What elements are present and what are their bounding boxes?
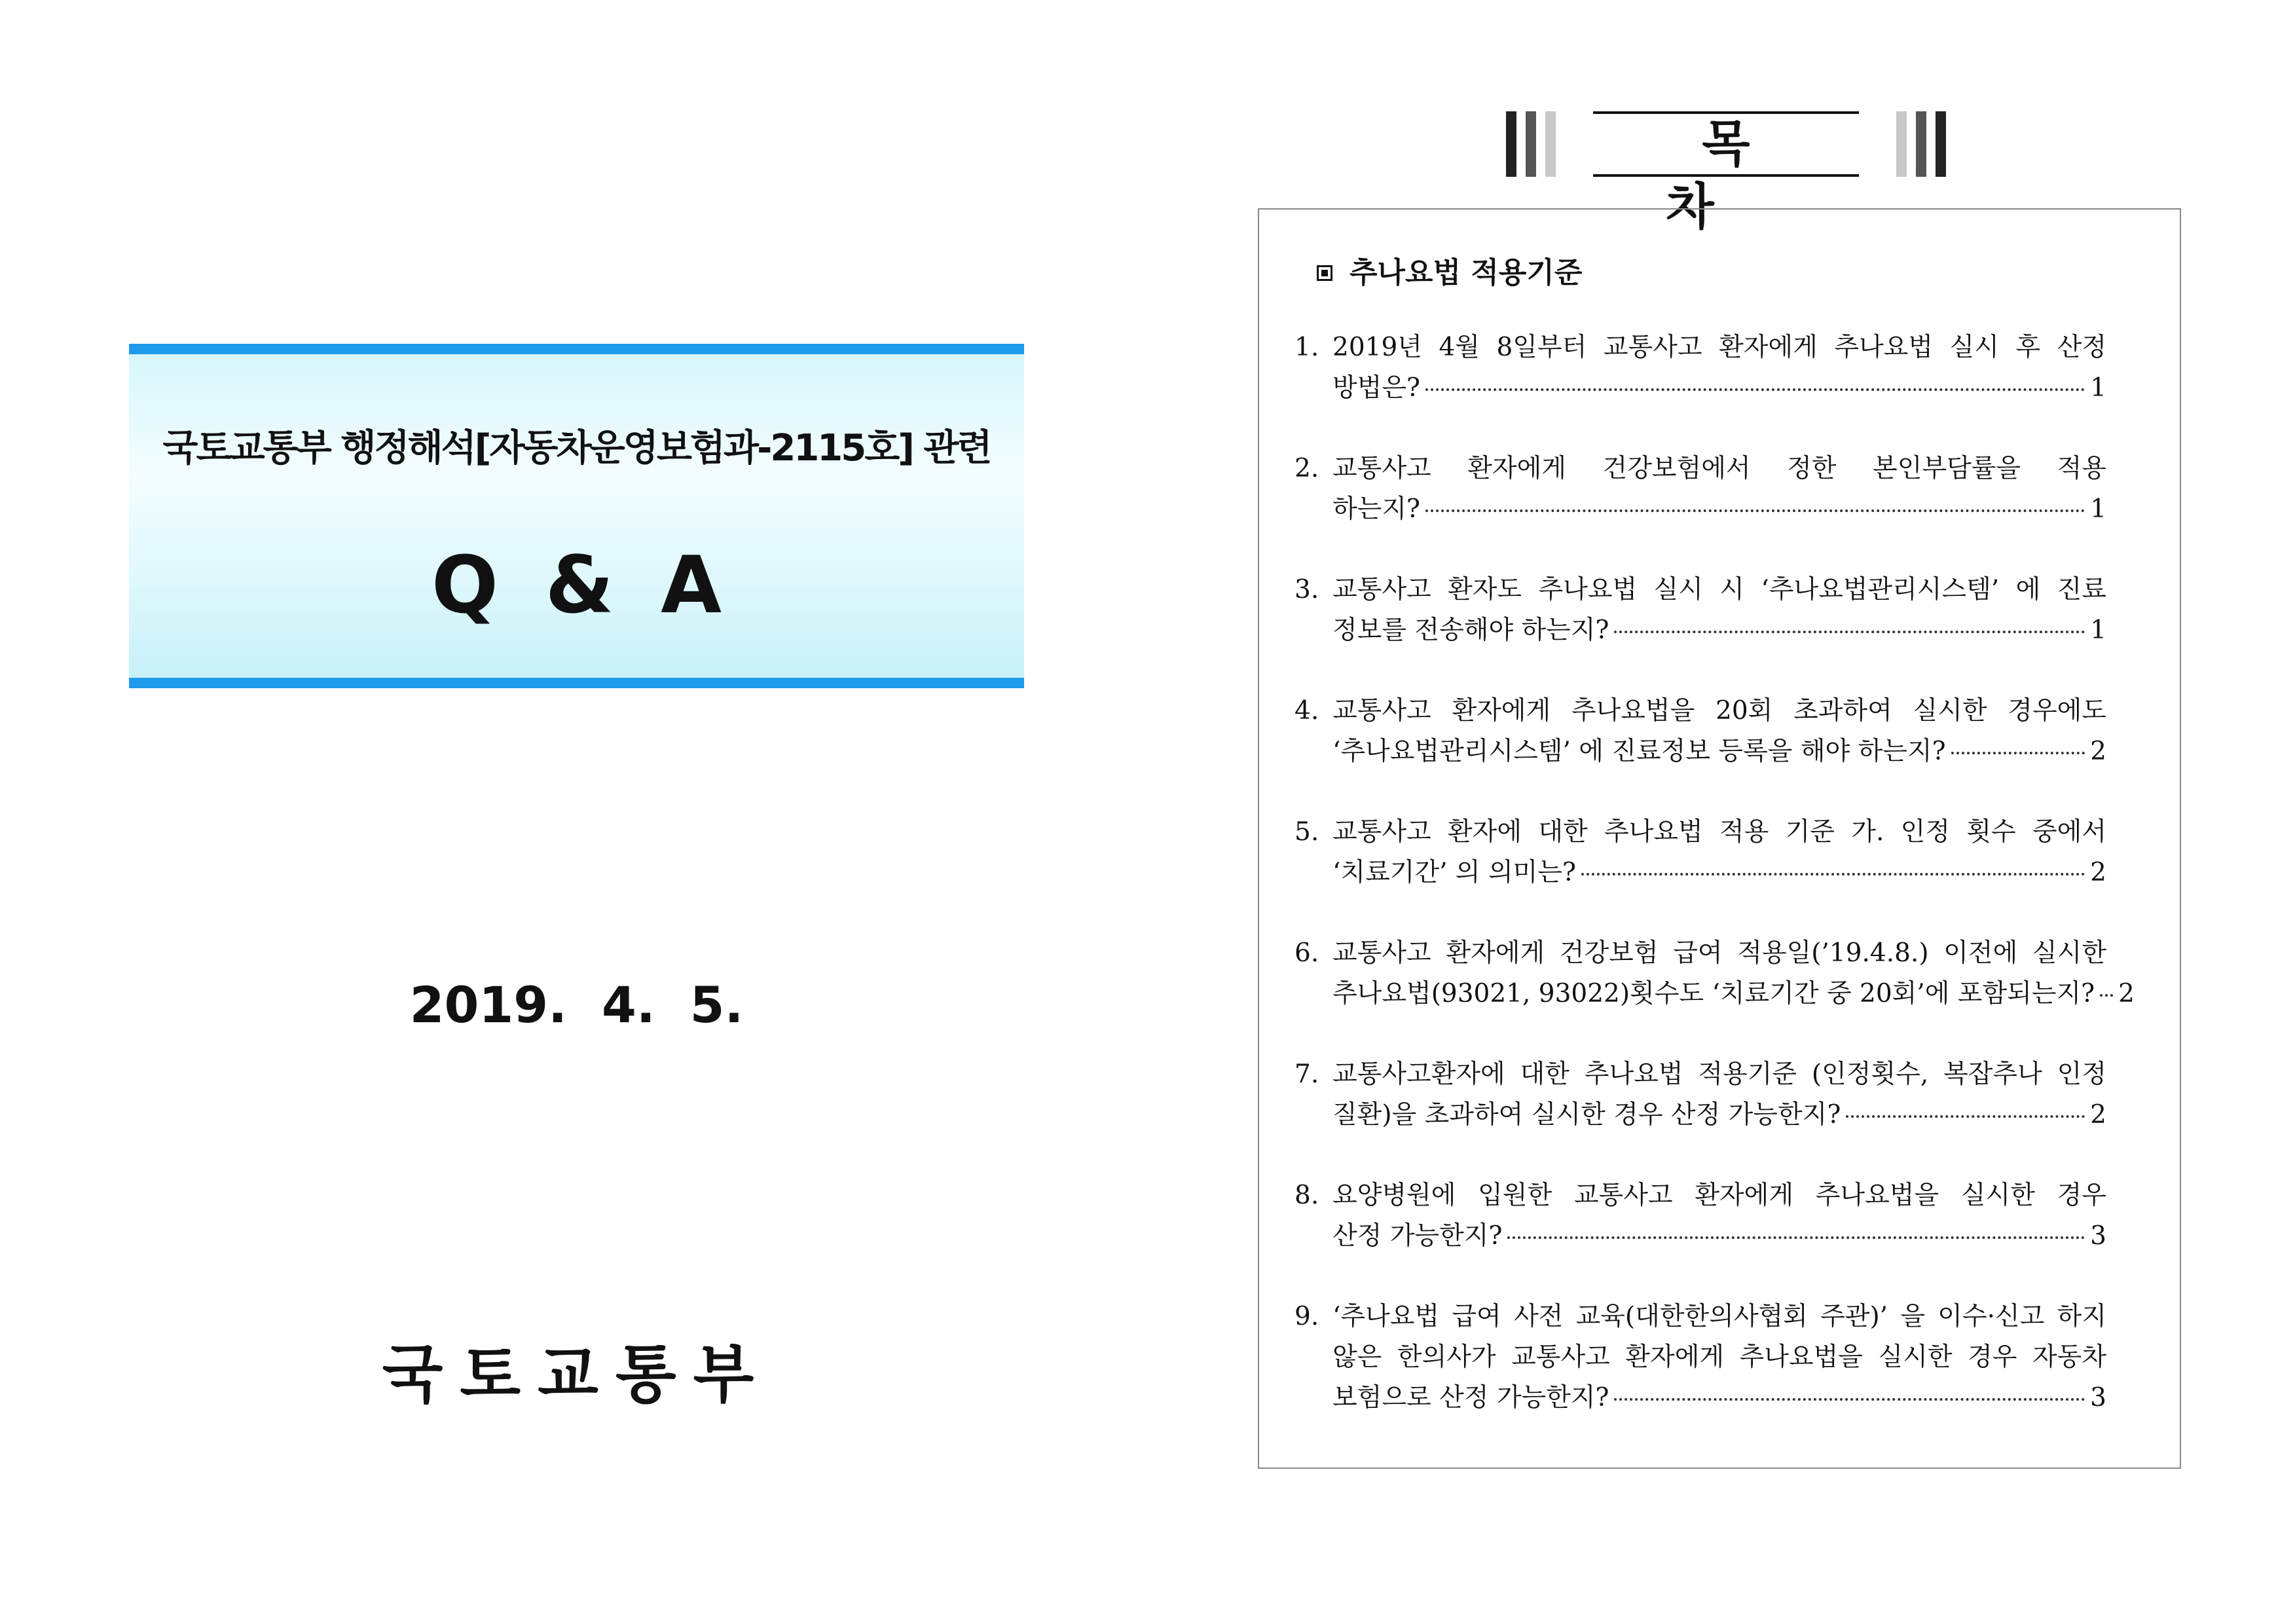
toc-item-text: 질환)을 초과하여 실시한 경우 산정 가능한지? <box>1332 1100 1841 1130</box>
toc-item[interactable] <box>1294 691 2106 772</box>
section-heading <box>1317 249 1582 291</box>
toc-item-page: 2 <box>2090 858 2106 887</box>
toc-item-page: 2 <box>2090 737 2106 766</box>
toc-item-text: 교통사고 환자에 대한 추나요법 적용 기준 가. 인정 횟수 중에서 <box>1332 817 2106 847</box>
dot-leader <box>1614 631 2085 633</box>
dot-leader <box>1425 509 2085 512</box>
toc-item-text: 산정 가능한지? <box>1332 1221 1503 1251</box>
toc-item-page: 2 <box>2118 979 2135 1008</box>
toc-item-number: 4. <box>1294 696 1319 726</box>
toc-item-number: 8. <box>1294 1181 1319 1210</box>
toc-item-text: 2019년 4월 8일부터 교통사고 환자에게 추나요법 실시 후 산정 <box>1332 333 2106 362</box>
header-stripe <box>1545 111 1556 177</box>
toc-item[interactable] <box>1294 812 2106 893</box>
toc-item-number: 9. <box>1294 1302 1319 1331</box>
section-heading-label: 추나요법 적용기준 <box>1349 256 1583 289</box>
toc-item-page: 3 <box>2090 1383 2106 1412</box>
toc-item-text: 않은 한의사가 교통사고 환자에게 추나요법을 실시한 경우 자동차 <box>1332 1342 2106 1372</box>
toc-item-text: 추나요법(93021, 93022)횟수도 ‘치료기간 중 20회’에 포함되는지? <box>1332 979 2095 1008</box>
toc-item[interactable] <box>1294 327 2106 409</box>
toc-title: 목 차 <box>1666 115 1822 236</box>
toc-item-text: 교통사고 환자도 추나요법 실시 시 ‘추나요법관리시스템’ 에 진료 <box>1332 575 2106 604</box>
dot-leader <box>2100 994 2113 997</box>
toc-item-last-line <box>1332 489 2106 530</box>
toc-item-number: 6. <box>1294 938 1319 968</box>
toc-item-text: 보험으로 산정 가능한지? <box>1332 1383 1609 1412</box>
toc-item-page: 2 <box>2090 1100 2106 1130</box>
title-box-bottom-bar <box>129 678 1024 688</box>
toc-box <box>1258 208 2181 1469</box>
toc-title-bottom-rule <box>1593 174 1859 177</box>
toc-item-text: 방법은? <box>1332 373 1420 403</box>
toc-item-text: ‘추나요법관리시스템’ 에 진료정보 등록을 해야 하는지? <box>1332 737 1946 766</box>
toc-item-last-line <box>1332 610 2106 651</box>
toc-item-text: 요양병원에 입원한 교통사고 환자에게 추나요법을 실시한 경우 <box>1332 1181 2106 1210</box>
toc-item-last-line <box>1332 1378 2106 1418</box>
dot-leader <box>1581 873 2085 876</box>
toc-item-text: 교통사고환자에 대한 추나요법 적용기준 (인정횟수, 복잡추나 인정 <box>1332 1060 2106 1089</box>
toc-item[interactable] <box>1294 1175 2106 1257</box>
header-stripe <box>1916 111 1926 177</box>
header-stripe <box>1526 111 1536 177</box>
toc-item-number: 1. <box>1294 333 1319 362</box>
toc-item-number: 3. <box>1294 575 1319 604</box>
dot-leader <box>1951 752 2085 754</box>
dot-leader <box>1614 1398 2085 1401</box>
toc-item-text: 교통사고 환자에게 추나요법을 20회 초과하여 실시한 경우에도 <box>1332 696 2106 726</box>
cover-date: 2019. 4. 5. <box>409 976 744 1034</box>
square-bullet-icon <box>1317 265 1332 281</box>
toc-item[interactable] <box>1294 1297 2106 1418</box>
toc-item-page: 3 <box>2090 1221 2106 1251</box>
toc-item-text: 교통사고 환자에게 건강보험에서 정한 본인부담률을 적용 <box>1332 454 2106 483</box>
toc-list <box>1294 327 2135 1458</box>
cover-subtitle: 국토교통부 행정해석[자동차운영보험과-2115호] 관련 <box>162 427 991 470</box>
toc-item-page: 1 <box>2090 373 2106 403</box>
toc-item-number: 2. <box>1294 454 1319 483</box>
toc-item[interactable] <box>1294 933 2135 1014</box>
cover-ministry: 국토교통부 <box>382 1338 771 1411</box>
dot-leader <box>1846 1115 2085 1118</box>
toc-item[interactable] <box>1294 1054 2106 1135</box>
toc-item-last-line <box>1332 1216 2106 1257</box>
toc-item-text: 교통사고 환자에게 건강보험 급여 적용일(’19.4.8.) 이전에 실시한 <box>1332 938 2106 968</box>
cover-title-box <box>129 344 1024 688</box>
toc-item-page: 1 <box>2090 616 2106 645</box>
toc-item-last-line <box>1332 1095 2106 1135</box>
toc-item-number: 7. <box>1294 1060 1319 1089</box>
dot-leader <box>1507 1236 2085 1239</box>
toc-item-text: 정보를 전송해야 하는지? <box>1332 616 1609 645</box>
toc-item-last-line <box>1332 368 2106 409</box>
toc-item-last-line <box>1332 853 2106 893</box>
toc-header <box>1506 111 1945 236</box>
toc-item[interactable] <box>1294 449 2106 530</box>
title-box-top-bar <box>129 344 1024 354</box>
header-stripe <box>1936 111 1946 177</box>
dot-leader <box>1425 388 2085 391</box>
toc-item-text: 하는지? <box>1332 494 1420 524</box>
toc-item-last-line <box>1332 731 2106 772</box>
toc-item-number: 5. <box>1294 817 1319 847</box>
header-stripe <box>1896 111 1907 177</box>
toc-item-page: 1 <box>2090 494 2106 524</box>
toc-item-text: ‘치료기간’ 의 의미는? <box>1332 858 1576 887</box>
header-stripe <box>1506 111 1516 177</box>
toc-item-text: ‘추나요법 급여 사전 교육(대한한의사협회 주관)’ 을 이수·신고 하지 <box>1332 1302 2106 1331</box>
cover-title: Q & A <box>431 540 722 631</box>
toc-item[interactable] <box>1294 570 2106 651</box>
toc-item-last-line <box>1332 974 2135 1014</box>
